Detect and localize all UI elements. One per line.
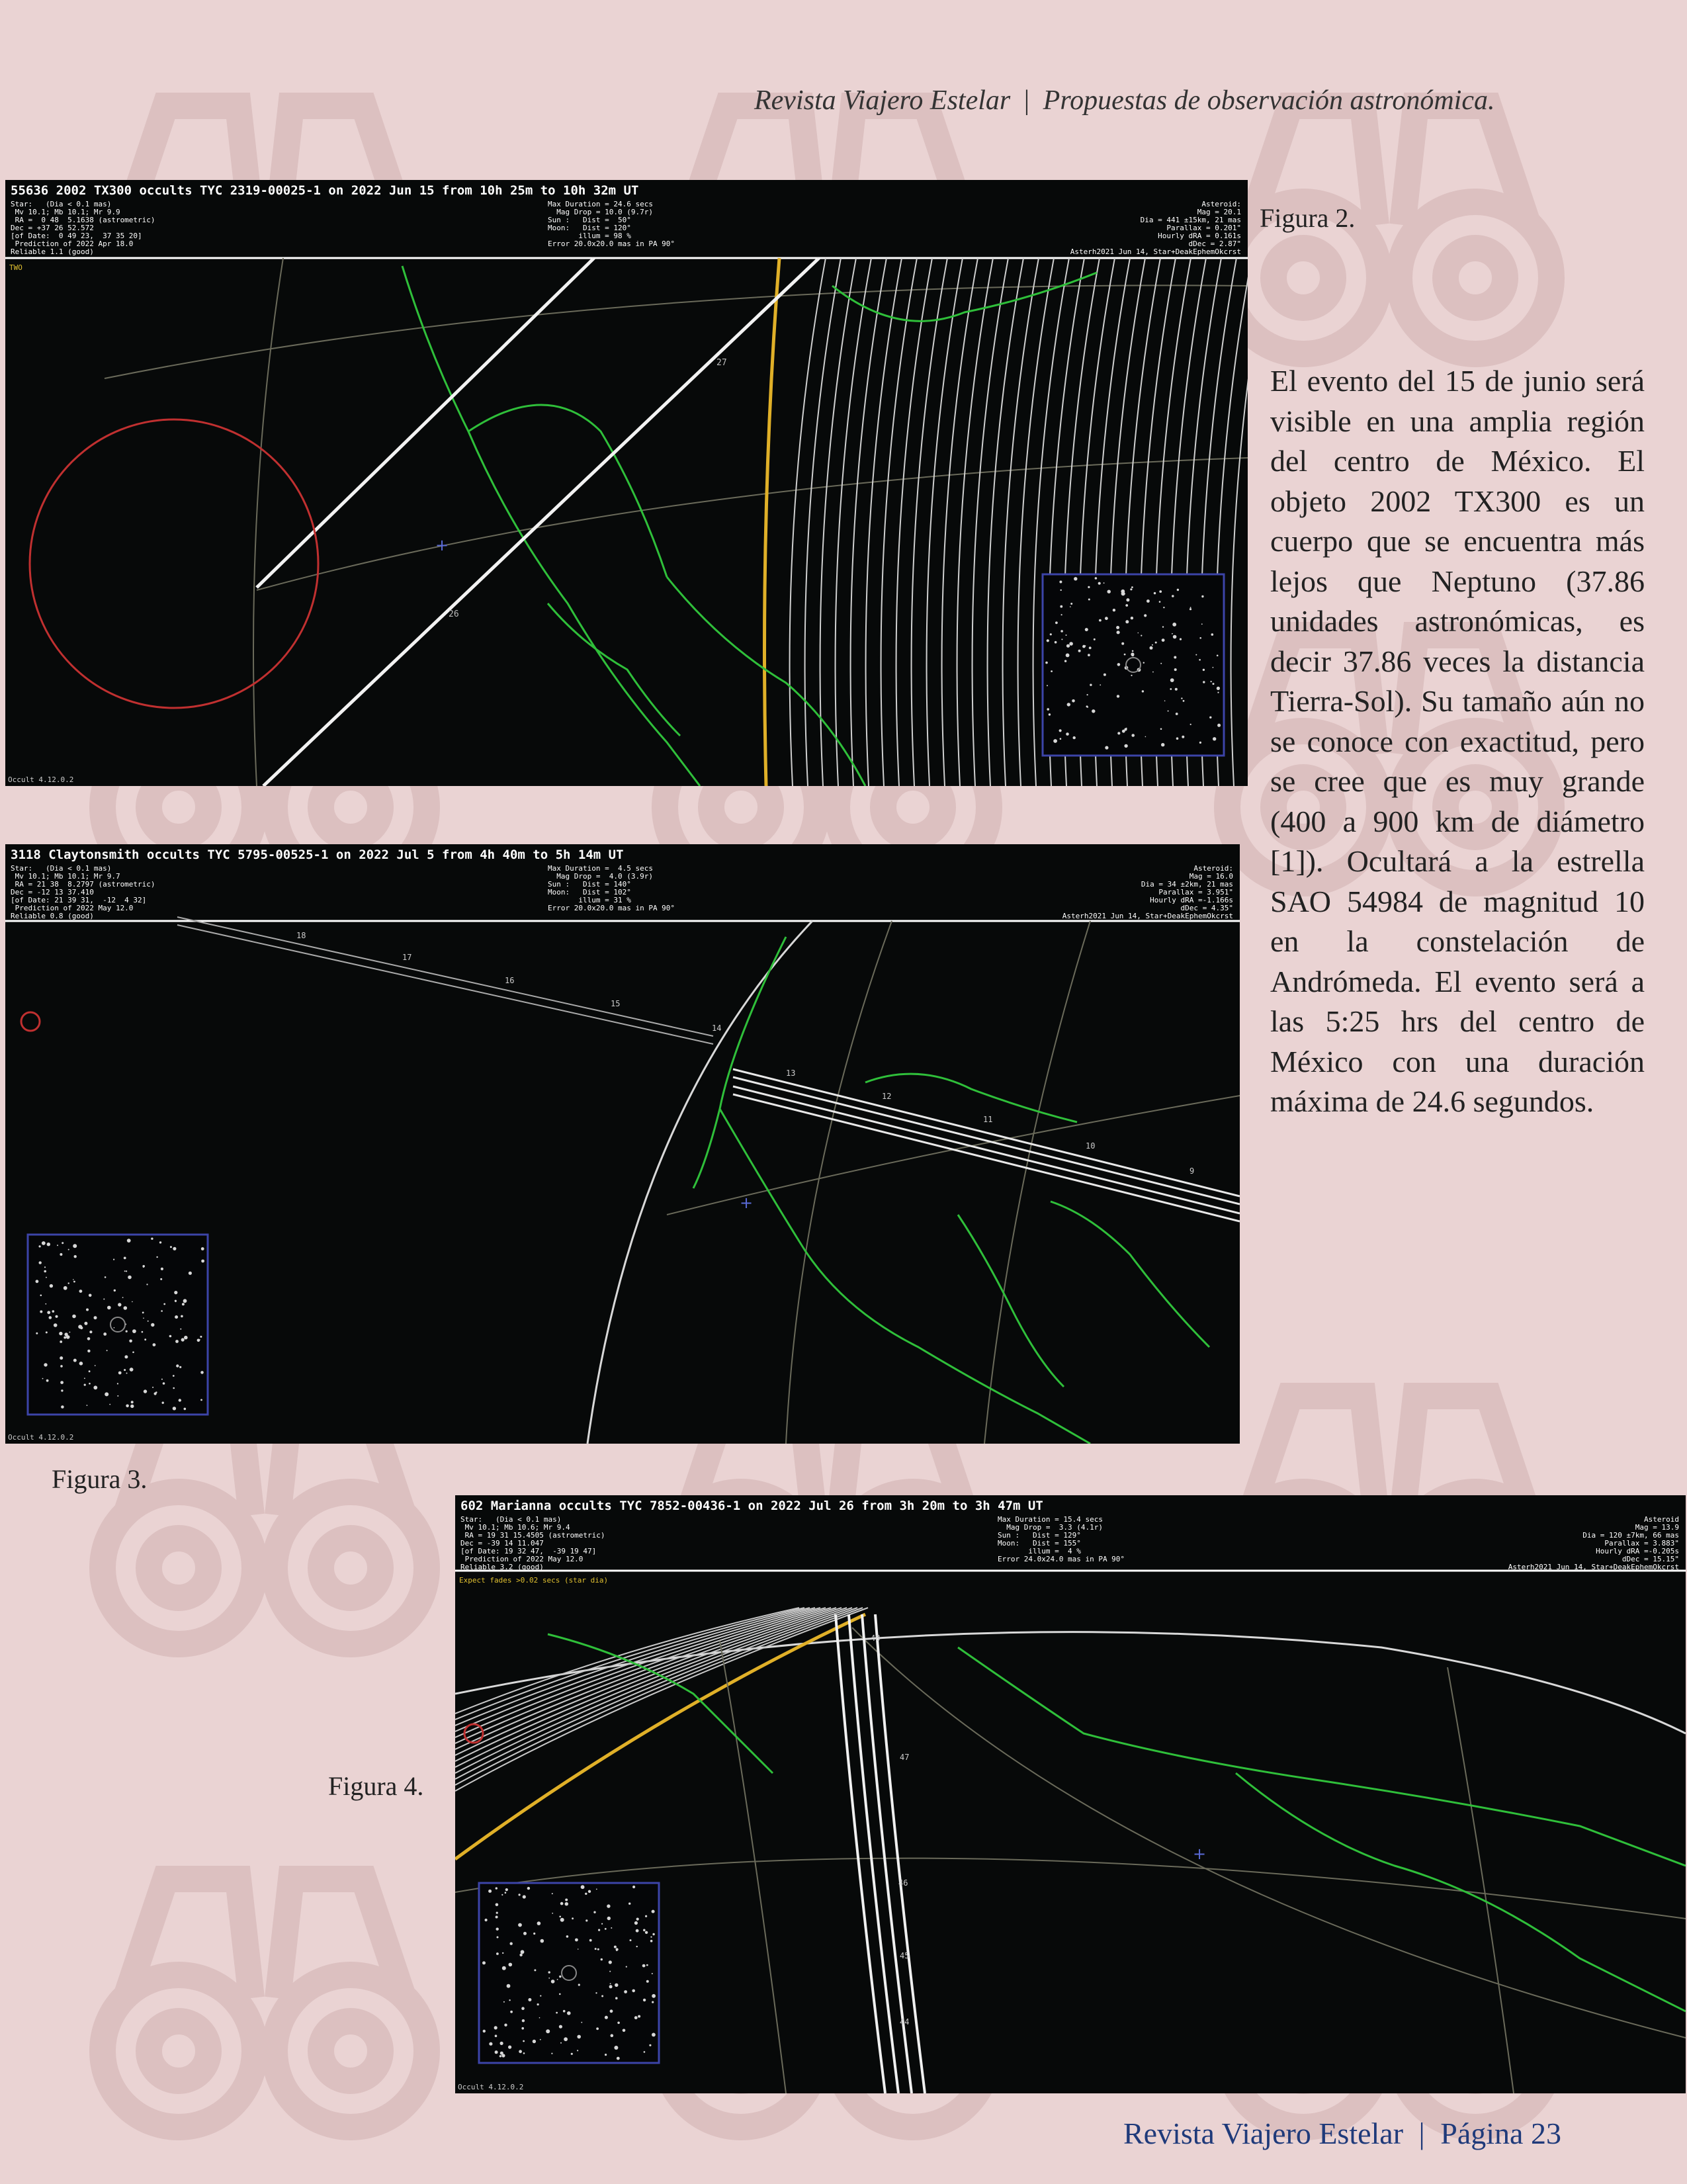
figure-3-map [5,844,1240,1444]
figure4-star-info-line: Reliable 3.2 (good) [460,1563,544,1571]
figure-3-track-label: 18 [296,931,306,940]
figure4-asteroid-info-line: Parallax = 3.883" [1604,1539,1679,1548]
figure-3-track-label: 15 [611,999,621,1008]
figure3-event-info-line: illum = 31 % [548,896,631,904]
figure2-event-info-line: Sun : Dist = 50° [548,216,631,224]
figure4-star-info-line: Mv 10.1; Mb 10.6; Mr 9.4 [460,1523,570,1532]
figure-3-track-label: 14 [712,1024,722,1033]
figure-4-caption: Figura 4. [328,1771,424,1801]
figure2-event-info-line: Mag Drop = 10.0 (9.7r) [548,208,653,216]
figure-3-track-label: 17 [402,953,412,962]
footer-magazine: Revista Viajero Estelar [1123,2117,1404,2150]
figure-2-map [5,180,1248,786]
figure-3-caption: Figura 3. [52,1464,148,1494]
figure-4-note: Expect fades >0.02 secs (star dia) [459,1576,609,1585]
figure2-event-info-line: Max Duration = 24.6 secs [548,200,653,208]
footer-separator: | [1418,2117,1425,2150]
figure2-asteroid-info-line: Asteroid: [1201,200,1241,208]
figure4-event-info-line: Sun : Dist = 129° [998,1531,1081,1540]
header-magazine: Revista Viajero Estelar [754,85,1011,116]
figure4-event-info-line: Mag Drop = 3.3 (4.1r) [998,1523,1103,1532]
figure-3-track-label: 9 [1190,1166,1195,1176]
figure3-star-info-line: Dec = -12 13 37.410 [11,888,94,896]
figure-2-title: 55636 2002 TX300 occults TYC 2319-00025-1 on 2022 Jun 15 from 10h 25m to 10h 32m UT [11,183,639,198]
figure-3-track-label: 10 [1086,1141,1096,1151]
figure4-star-info-line: Dec = -39 14 11.047 [460,1539,544,1548]
figure2-event-info-line: illum = 98 % [548,232,631,240]
figure-4-title: 602 Marianna occults TYC 7852-00436-1 on 2022 Jul 26 from 3h 20m to 3h 47m UT [460,1499,1043,1513]
figure-3-track-label: 12 [882,1092,892,1101]
figure3-star-info-line: RA = 21 38 8.2797 (astrometric) [11,880,155,889]
figure3-asteroid-info-line: Dia = 34 ±2km, 21 mas [1141,880,1233,889]
svg-text:+: + [1193,1845,1207,1863]
figure2-asteroid-info-line: Parallax = 0.201" [1166,224,1241,232]
figure2-star-info-line: Star: (Dia < 0.1 mas) [11,200,112,208]
figure2-star-info-line: RA = 0 48 5.1638 (astrometric) [11,216,155,224]
figure3-event-info-line: Moon: Dist = 102° [548,888,631,896]
figure-4-track-label: 45 [900,1951,910,1960]
figure4-asteroid-info-line: dDec = 15.15" [1622,1555,1679,1563]
header-section: Propuestas de observación astronómica. [1043,85,1495,116]
figure4-star-info-line: RA = 19 31 15.4505 (astrometric) [460,1531,605,1540]
figure3-asteroid-info-line: dDec = 4.35" [1180,904,1233,912]
figure3-asteroid-info-line: Hourly dRA =-1.166s [1150,896,1233,904]
figure3-event-info-line: Sun : Dist = 140° [548,880,631,889]
figure2-star-info-line: Mv 10.1; Mb 10.1; Mr 9.9 [11,208,120,216]
figure4-event-info-line: Error 24.0x24.0 mas in PA 90° [998,1555,1125,1563]
figure2-star-info-line: [of Date: 0 49 23, 37 35 20] [11,232,142,240]
page-footer [1123,2116,1561,2151]
figure2-event-info-line: Error 20.0x20.0 mas in PA 90° [548,240,675,248]
figure4-event-info-line: Max Duration = 15.4 secs [998,1515,1103,1524]
figure-2-caption: Figura 2. [1260,203,1356,233]
figure-4-track-label: 44 [900,2017,910,2027]
figure4-star-info-line: [of Date: 19 32 47, -39 19 47] [460,1547,597,1555]
page-header [754,85,1575,116]
figure-4-occult-version: Occult 4.12.0.2 [458,2083,524,2091]
figure3-asteroid-info-line: Asteroid: [1193,864,1233,873]
figure2-star-info-line: Prediction of 2022 Apr 18.0 [11,240,134,248]
figure-2-occult-version: Occult 4.12.0.2 [8,775,74,784]
figure3-event-info-line: Error 20.0x20.0 mas in PA 90° [548,904,675,912]
figure-3-track-label: 16 [505,976,515,985]
figure2-star-info-line: Dec = +37 26 52.572 [11,224,94,232]
svg-text:+: + [435,536,449,554]
figure4-event-info-line: Moon: Dist = 155° [998,1539,1081,1548]
figure3-asteroid-info-line: Mag = 16.0 [1189,872,1233,881]
figure4-star-info-line: Prediction of 2022 May 12.0 [460,1555,584,1563]
figure3-asteroid-info-line: Asterh2021 Jun 14, Star+DeakEphemOkcrst [1062,912,1233,920]
figure3-event-info-line: Max Duration = 4.5 secs [548,864,653,873]
figure-4-track-label: 48 [871,1634,881,1643]
figure4-asteroid-info-line: Asterh2021 Jun 14, Star+DeakEphemOkcrst [1508,1563,1679,1571]
figure-2-track-label-26: 26 [449,609,459,619]
figure3-star-info-line: Prediction of 2022 May 12.0 [11,904,134,912]
figure3-star-info-line: Star: (Dia < 0.1 mas) [11,864,112,873]
figure2-asteroid-info-line: Asterh2021 Jun 14, Star+DeakEphemOkcrst [1070,247,1241,256]
header-separator: | [1023,85,1030,116]
figure3-star-info-line: [of Date: 21 39 31, -12 4 32] [11,896,147,904]
figure2-asteroid-info-line: Hourly dRA = 0.161s [1158,232,1241,240]
figure-3-track-label: 13 [786,1069,796,1078]
figure3-event-info-line: Mag Drop = 4.0 (3.9r) [548,872,653,881]
figure2-asteroid-info-line: Mag = 20.1 [1197,208,1241,216]
figure-3-occult-version: Occult 4.12.0.2 [8,1433,74,1442]
figure4-asteroid-info-line: Asteroid [1644,1515,1679,1524]
footer-page-number: Página 23 [1440,2117,1561,2150]
figure2-star-info-line: Reliable 1.1 (good) [11,247,94,256]
figure4-event-info-line: illum = 4 % [998,1547,1081,1555]
figure-3-track-label: 11 [983,1115,993,1124]
figure4-asteroid-info-line: Dia = 120 ±7km, 66 mas [1582,1531,1679,1540]
figure4-star-info-line: Star: (Dia < 0.1 mas) [460,1515,562,1524]
figure3-star-info-line: Reliable 0.8 (good) [11,912,94,920]
figure3-asteroid-info-line: Parallax = 3.951" [1158,888,1233,896]
figure2-asteroid-info-line: dDec = 2.87" [1188,240,1241,248]
figure-2-sun-circle [30,419,318,708]
figure-3-title: 3118 Claytonsmith occults TYC 5795-00525-1 on 2022 Jul 5 from 4h 40m to 5h 14m UT [11,848,624,862]
figure-2-track-label-27: 27 [716,358,727,368]
figure-4-track-label: 47 [900,1753,910,1762]
figure-4-star-field-inset [479,1883,659,2063]
svg-text:+: + [740,1194,754,1212]
figure2-event-info-line: Moon: Dist = 120° [548,224,631,232]
article-body-text: El evento del 15 de junio será visible en una amplia región del centro de México. El objeto 2002 TX300 es un cuerpo que se encuentra más lejos que Neptuno (37.86 unidades astronómicas, es decir 37.86 veces la distancia Tierra-Sol). Su tamaño aún no se conoce con exactitud, pero se cree que es muy grande (400 a 900 km de diámetro [1]). Ocultará a la estrella SAO 54984 de magnitud 10 en la constelación de Andrómeda. El evento será a las 5:25 hrs del centro de México con una duración máxima de 24.6 segundos. [1270,364,1645,1118]
figure3-star-info-line: Mv 10.1; Mb 10.1; Mr 9.7 [11,872,120,881]
figure2-asteroid-info-line: Dia = 441 ±15km, 21 mas [1140,216,1241,224]
figure4-asteroid-info-line: Hourly dRA =-0.205s [1596,1547,1679,1555]
figure-4-map [455,1495,1686,2093]
figure-2-corner-label: TWO [9,263,22,272]
figure-4-track-label: 46 [898,1878,908,1888]
figure4-asteroid-info-line: Mag = 13.9 [1635,1523,1679,1532]
figure-2-star-field-inset [1043,574,1224,756]
